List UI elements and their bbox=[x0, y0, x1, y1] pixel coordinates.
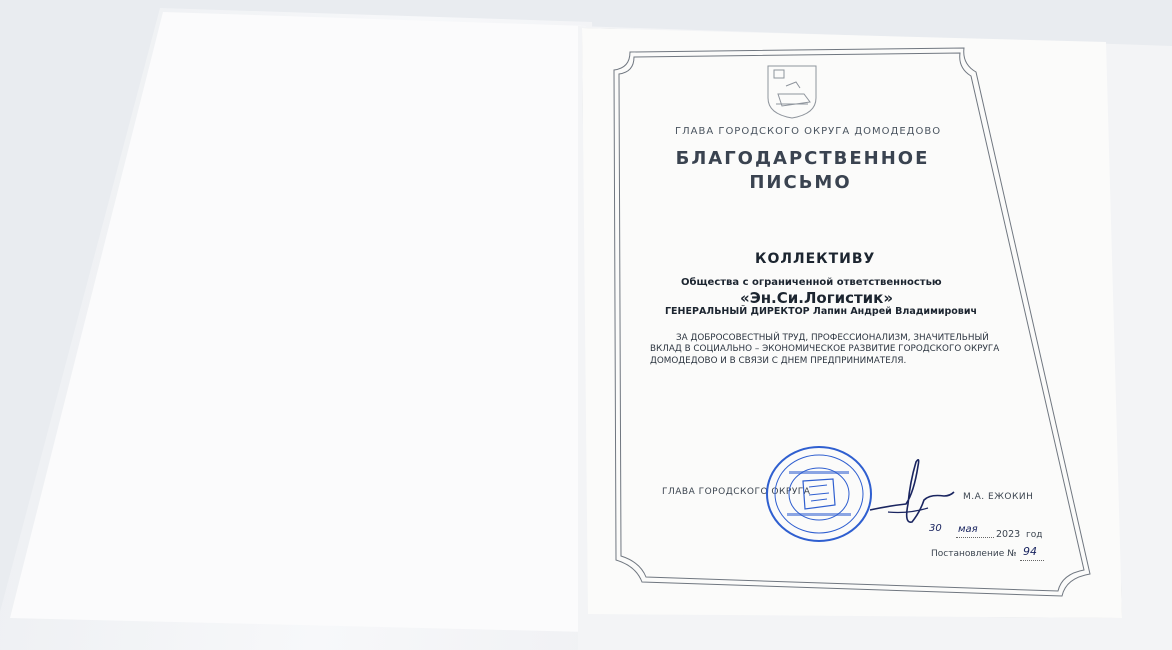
date-month-underline bbox=[956, 537, 994, 538]
organization-type: Общества с ограниченной ответственностью bbox=[681, 277, 942, 288]
letter-title-line2: ПИСЬМО bbox=[749, 172, 852, 193]
body-text-line3: ДОМОДЕДОВО И В СВЯЗИ С ДНЕМ ПРЕДПРИНИМАТЕЛЯ. bbox=[650, 356, 907, 366]
date-year: 2023 bbox=[996, 529, 1021, 540]
decree-underline bbox=[1020, 560, 1044, 561]
handwritten-signature bbox=[868, 452, 958, 530]
organization-name: «Эн.Си.Логистик» bbox=[740, 289, 894, 307]
body-text-line2: ВКЛАД В СОЦИАЛЬНО – ЭКОНОМИЧЕСКОЕ РАЗВИТИЕ ГОРОДСКОГО ОКРУГА bbox=[650, 344, 1000, 354]
date-month: мая bbox=[958, 524, 978, 535]
decree-label: Постановление № bbox=[931, 549, 1017, 559]
date-day: 30 bbox=[929, 523, 942, 534]
body-text-line1: ЗА ДОБРОСОВЕСТНЫЙ ТРУД, ПРОФЕССИОНАЛИЗМ, ЗНАЧИТЕЛЬНЫЙ bbox=[676, 333, 989, 343]
letter-title-line1: БЛАГОДАРСТВЕННОЕ bbox=[675, 148, 930, 169]
official-seal bbox=[763, 443, 875, 545]
coat-of-arms-icon bbox=[764, 64, 824, 120]
decree-number: 94 bbox=[1023, 545, 1037, 558]
issuer-heading: ГЛАВА ГОРОДСКОГО ОКРУГА ДОМОДЕДОВО bbox=[675, 126, 942, 137]
recipient-heading: КОЛЛЕКТИВУ bbox=[755, 251, 876, 267]
director-line: ГЕНЕРАЛЬНЫЙ ДИРЕКТОР Лапин Андрей Владимирович bbox=[665, 306, 978, 317]
signature-role: ГЛАВА ГОРОДСКОГО ОКРУГА bbox=[662, 487, 811, 497]
date-suffix: год bbox=[1026, 530, 1043, 540]
signature-name: М.А. ЕЖОКИН bbox=[963, 492, 1034, 502]
